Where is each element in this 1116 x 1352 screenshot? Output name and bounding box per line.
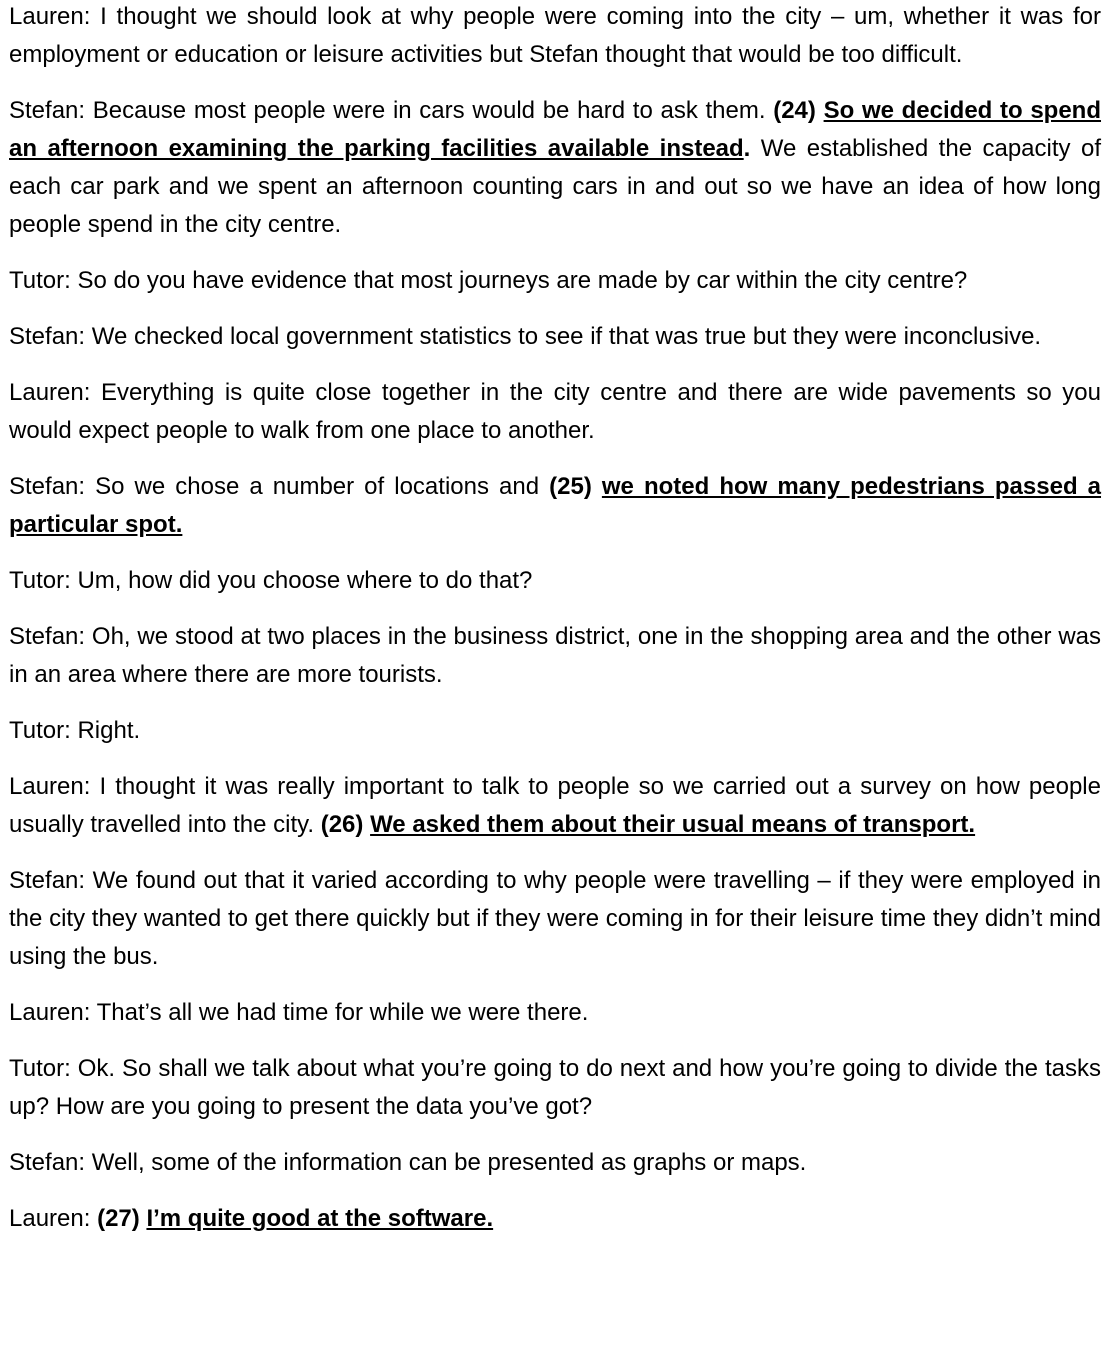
transcript-paragraph (9, 994, 1101, 1032)
speaker-label: Stefan: (9, 97, 86, 124)
speech-text: Because most people were in cars would be hard to ask them. (85, 97, 774, 124)
speech-text: Right. (70, 717, 141, 744)
transcript-paragraph (9, 1144, 1101, 1182)
transcript-paragraph (9, 0, 1101, 74)
speech-text: That’s all we had time for while we were there. (90, 999, 589, 1026)
answer-text: So we decided to spend an afternoon examining the parking facilities available instead (9, 97, 1102, 162)
transcript-paragraph (9, 712, 1101, 750)
speech-text: So we chose a number of locations and (85, 473, 550, 500)
speech-text: We checked local government statistics to see if that was true but they were inconclusive. (85, 323, 1042, 350)
answer-text: we noted how many pedestrians passed a particular spot. (9, 473, 1102, 538)
question-number: (24) (773, 97, 816, 124)
speaker-label: Lauren: (9, 773, 91, 800)
speaker-label: Tutor: (9, 567, 71, 594)
speech-text: I thought we should look at why people were coming into the city – um, whether it was for employment or education or leisure activities but Stefan thought that would be too difficult. (9, 3, 1101, 68)
transcript-paragraph (9, 318, 1101, 356)
question-number: (26) (320, 811, 364, 838)
speech-text: Oh, we stood at two places in the business district, one in the shopping area and the other was in an area where there are more tourists. (9, 623, 1101, 688)
speech-text: Well, some of the information can be presented as graphs or maps. (85, 1149, 807, 1176)
question-number: (27) (97, 1205, 140, 1232)
transcript-paragraph (9, 618, 1101, 694)
speech-text: Ok. So shall we talk about what you’re going to do next and how you’re going to divide the tasks up? How are you going to present the data you’ve got? (9, 1055, 1101, 1120)
speaker-label: Tutor: (9, 267, 71, 294)
speaker-label: Lauren: (9, 379, 91, 406)
speech-text: Everything is quite close together in the city centre and there are wide pavements so you would expect people to walk from one place to another. (9, 379, 1101, 444)
transcript-paragraph (9, 468, 1101, 544)
transcript-paragraph (9, 1050, 1101, 1126)
transcript-paragraph (9, 768, 1101, 844)
speaker-label: Stefan: (9, 867, 86, 894)
speaker-label: Stefan: (9, 323, 86, 350)
speaker-label: Stefan: (9, 473, 86, 500)
speaker-label: Tutor: (9, 1055, 71, 1082)
speech-text: Um, how did you choose where to do that? (70, 567, 533, 594)
transcript-paragraph (9, 562, 1101, 600)
speaker-label: Tutor: (9, 717, 71, 744)
speech-text: I thought it was really important to talk to people so we carried out a survey on how people usually travelled into the city. (9, 773, 1101, 838)
answer-text: We asked them about their usual means of transport. (370, 811, 976, 838)
speaker-label: Stefan: (9, 1149, 86, 1176)
question-number: (25) (549, 473, 592, 500)
speech-text: We found out that it varied according to why people were travelling – if they were employed in the city they wanted to get there quickly but if they were coming in for their leisure time they didn’t mind using the bus. (9, 867, 1101, 970)
speech-text: So do you have evidence that most journeys are made by car within the city centre? (70, 267, 968, 294)
speech-text: We established the capacity of each car park and we spent an afternoon counting cars in and out so we have an idea of how long people spend in the city centre. (9, 135, 1101, 238)
speaker-label: Stefan: (9, 623, 86, 650)
answer-text: I’m quite good at the software. (146, 1205, 494, 1232)
speaker-label: Lauren: (9, 999, 91, 1026)
transcript-paragraph (9, 374, 1101, 450)
transcript-paragraph (9, 862, 1101, 976)
transcript-paragraph (9, 1200, 1101, 1238)
transcript-paragraph (9, 92, 1101, 244)
answer-tail: . (743, 135, 751, 162)
speaker-label: Lauren: (9, 3, 91, 30)
transcript-paragraph (9, 262, 1101, 300)
speaker-label: Lauren: (9, 1205, 91, 1232)
